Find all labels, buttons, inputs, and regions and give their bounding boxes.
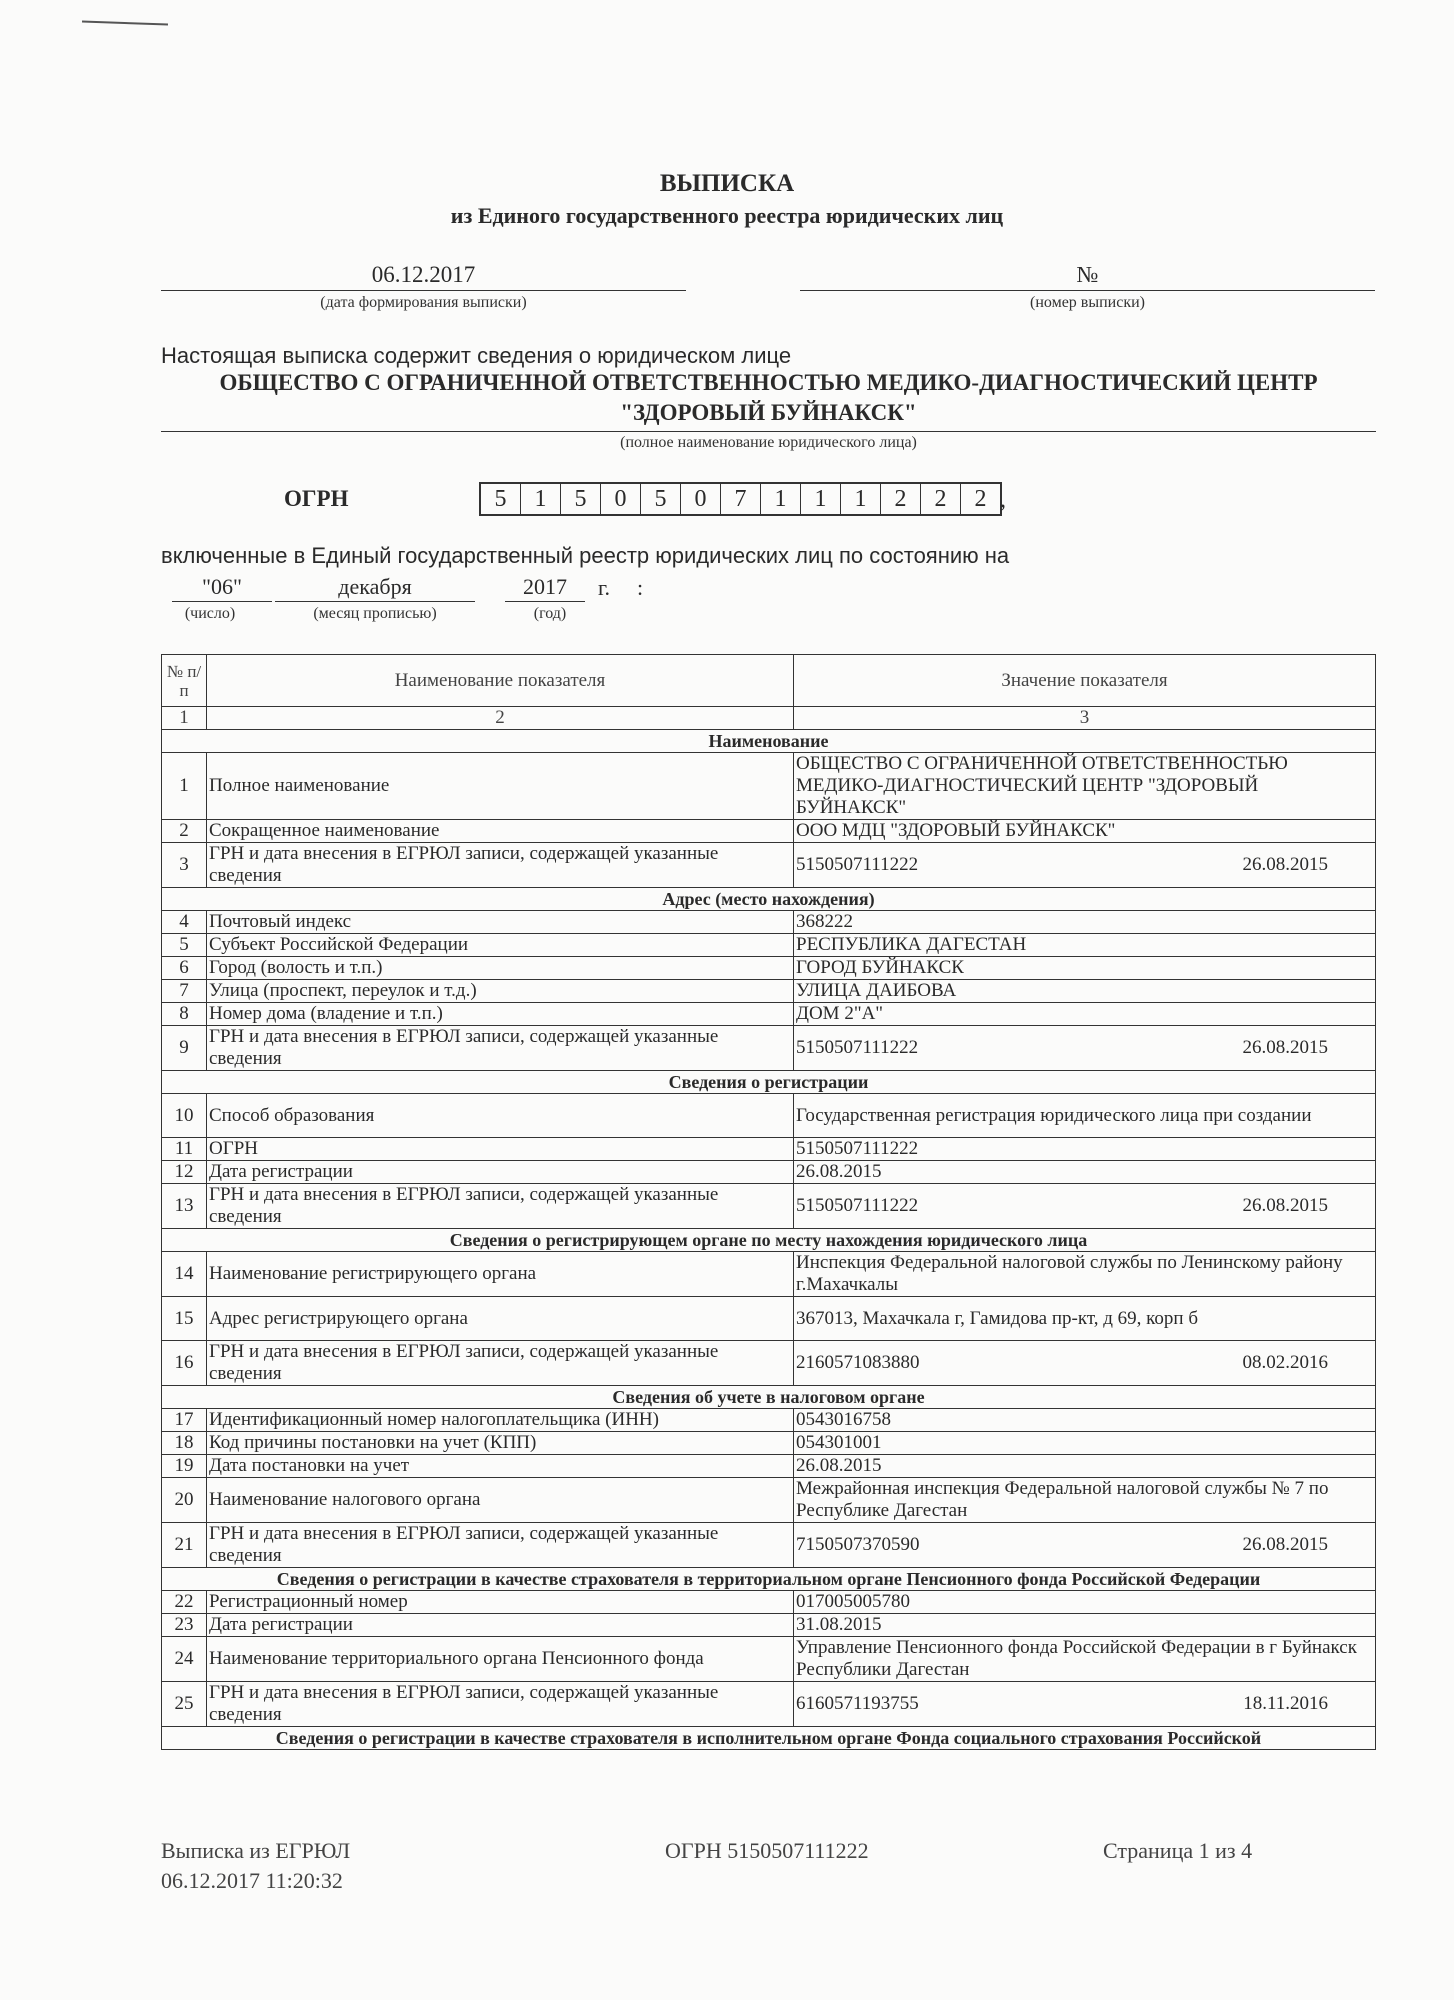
- indicator-name: Дата постановки на учет: [207, 1455, 794, 1478]
- row-number: 5: [162, 934, 207, 957]
- section-header: [162, 1727, 1376, 1750]
- section-header: [162, 730, 1376, 753]
- grn-value: 5150507111222: [796, 854, 919, 875]
- grn-value: 5150507111222: [796, 1195, 919, 1216]
- row-number: 15: [162, 1297, 207, 1341]
- indicator-value: 0543016758: [796, 1409, 891, 1430]
- table-row: [162, 1523, 1376, 1568]
- indicator-value: Межрайонная инспекция Федеральной налоговой службы № 7 по Республике Дагестан: [796, 1478, 1329, 1521]
- indicator-value-cell: [794, 1184, 1376, 1229]
- section-header: [162, 1386, 1376, 1409]
- indicator-value: 5150507111222: [796, 1138, 919, 1159]
- row-number: 1: [162, 753, 207, 820]
- indicator-name: ГРН и дата внесения в ЕГРЮЛ записи, содержащей указанные сведения: [207, 1682, 794, 1727]
- indicator-name: Адрес регистрирующего органа: [207, 1297, 794, 1341]
- indicator-name: Регистрационный номер: [207, 1591, 794, 1614]
- indicator-name: Наименование территориального органа Пенсионного фонда: [207, 1637, 794, 1682]
- indicator-name: Полное наименование: [207, 753, 794, 820]
- indicator-value: Инспекция Федеральной налоговой службы по Ленинскому району г.Махачкалы: [796, 1252, 1343, 1295]
- row-number: 13: [162, 1184, 207, 1229]
- ogrn-digit: 2: [881, 484, 921, 514]
- grn-value: 5150507111222: [796, 1037, 919, 1058]
- row-number: 4: [162, 911, 207, 934]
- indicator-name: Код причины постановки на учет (КПП): [207, 1432, 794, 1455]
- row-number: 7: [162, 980, 207, 1003]
- section-title: Адрес (место нахождения): [162, 888, 1376, 911]
- ogrn-digit: 1: [841, 484, 881, 514]
- grn-value: 6160571193755: [796, 1693, 919, 1714]
- table-row: [162, 1161, 1376, 1184]
- section-header: [162, 1568, 1376, 1591]
- register-table: [161, 654, 1376, 1750]
- indicator-value-cell: [794, 1341, 1376, 1386]
- table-row: [162, 1094, 1376, 1138]
- table-row: [162, 1138, 1376, 1161]
- col-header-value: Значение показателя: [794, 655, 1376, 707]
- indicator-value: 26.08.2015: [796, 1455, 882, 1476]
- grn-date: 18.11.2016: [1243, 1693, 1328, 1714]
- ogrn-digit: 7: [721, 484, 761, 514]
- ogrn-label: ОГРН: [284, 486, 349, 511]
- table-row: [162, 1432, 1376, 1455]
- extract-date-caption: (дата формирования выписки): [320, 294, 527, 311]
- indicator-value: УЛИЦА ДАИБОВА: [796, 980, 957, 1001]
- indicator-value-cell: [794, 1409, 1376, 1432]
- ogrn-digit-boxes: [479, 482, 1002, 516]
- grn-date: 08.02.2016: [1242, 1352, 1328, 1373]
- indicator-value-cell: [794, 980, 1376, 1003]
- table-row: [162, 957, 1376, 980]
- indicator-name: Дата регистрации: [207, 1161, 794, 1184]
- indicator-name: Дата регистрации: [207, 1614, 794, 1637]
- colon: :: [637, 575, 644, 600]
- year-suffix: г.: [598, 575, 611, 600]
- row-number: 6: [162, 957, 207, 980]
- indicator-name: ГРН и дата внесения в ЕГРЮЛ записи, содержащей указанные сведения: [207, 1026, 794, 1071]
- grn-date: 26.08.2015: [1242, 1037, 1328, 1058]
- indicator-value-cell: [794, 1138, 1376, 1161]
- indicator-value: 367013, Махачкала г, Гамидова пр-кт, д 69, корп б: [796, 1307, 1198, 1329]
- indicator-name: ОГРН: [207, 1138, 794, 1161]
- row-number: 21: [162, 1523, 207, 1568]
- indicator-value: 054301001: [796, 1432, 882, 1453]
- indicator-value: ОБЩЕСТВО С ОГРАНИЧЕННОЙ ОТВЕТСТВЕННОСТЬЮ МЕДИКО-ДИАГНОСТИЧЕСКИЙ ЦЕНТР "ЗДОРОВЫЙ БУЙНАКСК": [796, 753, 1288, 818]
- section-title: Наименование: [162, 730, 1376, 753]
- indicator-name: Субъект Российской Федерации: [207, 934, 794, 957]
- col-index: 1: [162, 707, 207, 730]
- entity-name-line1: ОБЩЕСТВО С ОГРАНИЧЕННОЙ ОТВЕТСТВЕННОСТЬЮ МЕДИКО-ДИАГНОСТИЧЕСКИЙ ЦЕНТР: [219, 370, 1318, 395]
- table-row: [162, 1252, 1376, 1297]
- indicator-value: ДОМ 2"А": [796, 1003, 884, 1024]
- indicator-name: ГРН и дата внесения в ЕГРЮЛ записи, содержащей указанные сведения: [207, 1341, 794, 1386]
- indicator-value: 26.08.2015: [796, 1161, 882, 1182]
- indicator-name: Номер дома (владение и т.п.): [207, 1003, 794, 1026]
- indicator-value-cell: [794, 1523, 1376, 1568]
- indicator-name: Способ образования: [207, 1094, 794, 1138]
- col-index: 3: [794, 707, 1376, 730]
- row-number: 8: [162, 1003, 207, 1026]
- indicator-value-cell: [794, 1252, 1376, 1297]
- section-title: Сведения о регистрации в качестве страхователя в территориальном органе Пенсионного фонда Российской Федерации: [162, 1568, 1376, 1591]
- section-title: Сведения о регистрации: [162, 1071, 1376, 1094]
- grn-date: 26.08.2015: [1242, 1195, 1328, 1216]
- table-row: [162, 1003, 1376, 1026]
- indicator-name: Идентификационный номер налогоплательщика (ИНН): [207, 1409, 794, 1432]
- entity-name-caption: (полное наименование юридического лица): [620, 434, 917, 451]
- indicator-name: Сокращенное наименование: [207, 820, 794, 843]
- indicator-name: ГРН и дата внесения в ЕГРЮЛ записи, содержащей указанные сведения: [207, 843, 794, 888]
- indicator-value-cell: [794, 1591, 1376, 1614]
- ogrn-digit: 1: [761, 484, 801, 514]
- table-row: [162, 820, 1376, 843]
- table-row: [162, 911, 1376, 934]
- indicator-name: Улица (проспект, переулок и т.д.): [207, 980, 794, 1003]
- document-title: ВЫПИСКА: [659, 170, 795, 197]
- indicator-value: 31.08.2015: [796, 1614, 882, 1635]
- grn-value: 2160571083880: [796, 1352, 920, 1373]
- row-number: 14: [162, 1252, 207, 1297]
- row-number: 22: [162, 1591, 207, 1614]
- grn-date: 26.08.2015: [1242, 854, 1328, 875]
- indicator-value-cell: [794, 1094, 1376, 1138]
- row-number: 10: [162, 1094, 207, 1138]
- indicator-value-cell: [794, 1455, 1376, 1478]
- table-row: [162, 753, 1376, 820]
- section-header: [162, 1229, 1376, 1252]
- indicator-value: РЕСПУБЛИКА ДАГЕСТАН: [796, 934, 1027, 955]
- indicator-value-cell: [794, 753, 1376, 820]
- extract-date: 06.12.2017: [161, 262, 686, 291]
- row-number: 19: [162, 1455, 207, 1478]
- ogrn-digit: 2: [974, 485, 987, 512]
- table-row: [162, 1682, 1376, 1727]
- indicator-name: Наименование налогового органа: [207, 1478, 794, 1523]
- indicator-value: Государственная регистрация юридического лица при создании: [796, 1104, 1312, 1126]
- indicator-value-cell: [794, 1161, 1376, 1184]
- grn-date: 26.08.2015: [1242, 1534, 1328, 1555]
- table-row: [162, 1591, 1376, 1614]
- ogrn-digit: 0: [601, 484, 641, 514]
- ogrn-digit: 0: [681, 484, 721, 514]
- row-number: 24: [162, 1637, 207, 1682]
- col-header-no: № п/п: [162, 655, 207, 707]
- footer-source: Выписка из ЕГРЮЛ: [161, 1838, 351, 1863]
- col-header-name: Наименование показателя: [207, 655, 794, 707]
- row-number: 20: [162, 1478, 207, 1523]
- indicator-value-cell: [794, 1297, 1376, 1341]
- ogrn-digit: 1: [801, 484, 841, 514]
- day-caption: (число): [184, 605, 236, 622]
- extract-number-caption: (номер выписки): [1029, 294, 1145, 311]
- indicator-value-cell: [794, 843, 1376, 888]
- row-number: 16: [162, 1341, 207, 1386]
- row-number: 12: [162, 1161, 207, 1184]
- indicator-name: Наименование регистрирующего органа: [207, 1252, 794, 1297]
- indicator-value: 368222: [796, 911, 853, 932]
- ogrn-digit: 5: [481, 484, 521, 514]
- indicator-name: Почтовый индекс: [207, 911, 794, 934]
- section-title: Сведения о регистрации в качестве страхователя в исполнительном органе Фонда социального страхования Российской: [162, 1727, 1376, 1750]
- table-row: [162, 1409, 1376, 1432]
- row-number: 9: [162, 1026, 207, 1071]
- table-row: [162, 980, 1376, 1003]
- section-header: [162, 888, 1376, 911]
- scan-mark: [82, 20, 168, 25]
- row-number: 3: [162, 843, 207, 888]
- indicator-value-cell: [794, 911, 1376, 934]
- month-caption: (месяц прописью): [313, 605, 437, 622]
- table-row: [162, 1614, 1376, 1637]
- table-row: [162, 1478, 1376, 1523]
- indicator-value-cell: [794, 1026, 1376, 1071]
- row-number: 2: [162, 820, 207, 843]
- indicator-value-cell: [794, 820, 1376, 843]
- indicator-name: ГРН и дата внесения в ЕГРЮЛ записи, содержащей указанные сведения: [207, 1523, 794, 1568]
- row-number: 17: [162, 1409, 207, 1432]
- indicator-value: Управление Пенсионного фонда Российской Федерации в г Буйнакск Республики Дагестан: [796, 1637, 1357, 1680]
- ogrn-digit: 5: [561, 484, 601, 514]
- footer-ogrn: ОГРН 5150507111222: [665, 1838, 869, 1863]
- ogrn-comma: ,: [1000, 487, 1006, 513]
- row-number: 25: [162, 1682, 207, 1727]
- ogrn-digit: 5: [641, 484, 681, 514]
- table-row: [162, 1637, 1376, 1682]
- section-title: Сведения об учете в налоговом органе: [162, 1386, 1376, 1409]
- indicator-value-cell: [794, 934, 1376, 957]
- entity-name-line2: "ЗДОРОВЫЙ БУЙНАКСК": [161, 400, 1376, 432]
- table-row: [162, 1341, 1376, 1386]
- extract-number: №: [800, 262, 1375, 291]
- indicator-value-cell: [794, 957, 1376, 980]
- indicator-value: ГОРОД БУЙНАКСК: [796, 957, 964, 978]
- ogrn-digit: 2: [921, 484, 961, 514]
- table-row: [162, 843, 1376, 888]
- indicator-value-cell: [794, 1478, 1376, 1523]
- row-number: 18: [162, 1432, 207, 1455]
- row-number: 11: [162, 1138, 207, 1161]
- included-text: включенные в Единый государственный реестр юридических лиц по состоянию на: [161, 543, 1010, 568]
- indicator-value-cell: [794, 1682, 1376, 1727]
- intro-text: Настоящая выписка содержит сведения о юридическом лице: [161, 343, 792, 368]
- state-day: "06": [172, 574, 272, 602]
- table-row: [162, 1297, 1376, 1341]
- col-index: 2: [207, 707, 794, 730]
- footer-timestamp: 06.12.2017 11:20:32: [161, 1868, 343, 1893]
- table-row: [162, 934, 1376, 957]
- section-title: Сведения о регистрирующем органе по месту нахождения юридического лица: [162, 1229, 1376, 1252]
- grn-value: 7150507370590: [796, 1534, 920, 1555]
- table-row: [162, 1455, 1376, 1478]
- indicator-value-cell: [794, 1637, 1376, 1682]
- row-number: 23: [162, 1614, 207, 1637]
- indicator-value-cell: [794, 1003, 1376, 1026]
- section-header: [162, 1071, 1376, 1094]
- indicator-value: 017005005780: [796, 1591, 910, 1612]
- footer-page-number: Страница 1 из 4: [1103, 1838, 1253, 1863]
- table-row: [162, 1184, 1376, 1229]
- indicator-value-cell: [794, 1614, 1376, 1637]
- indicator-name: ГРН и дата внесения в ЕГРЮЛ записи, содержащей указанные сведения: [207, 1184, 794, 1229]
- indicator-value-cell: [794, 1432, 1376, 1455]
- ogrn-digit: 1: [521, 484, 561, 514]
- table-row: [162, 1026, 1376, 1071]
- document-subtitle: из Единого государственного реестра юридических лиц: [450, 203, 1004, 228]
- year-caption: (год): [533, 605, 567, 622]
- state-month: декабря: [275, 574, 475, 602]
- indicator-name: Город (волость и т.п.): [207, 957, 794, 980]
- indicator-value: ООО МДЦ "ЗДОРОВЫЙ БУЙНАКСК": [796, 820, 1116, 841]
- state-year: 2017: [505, 574, 585, 602]
